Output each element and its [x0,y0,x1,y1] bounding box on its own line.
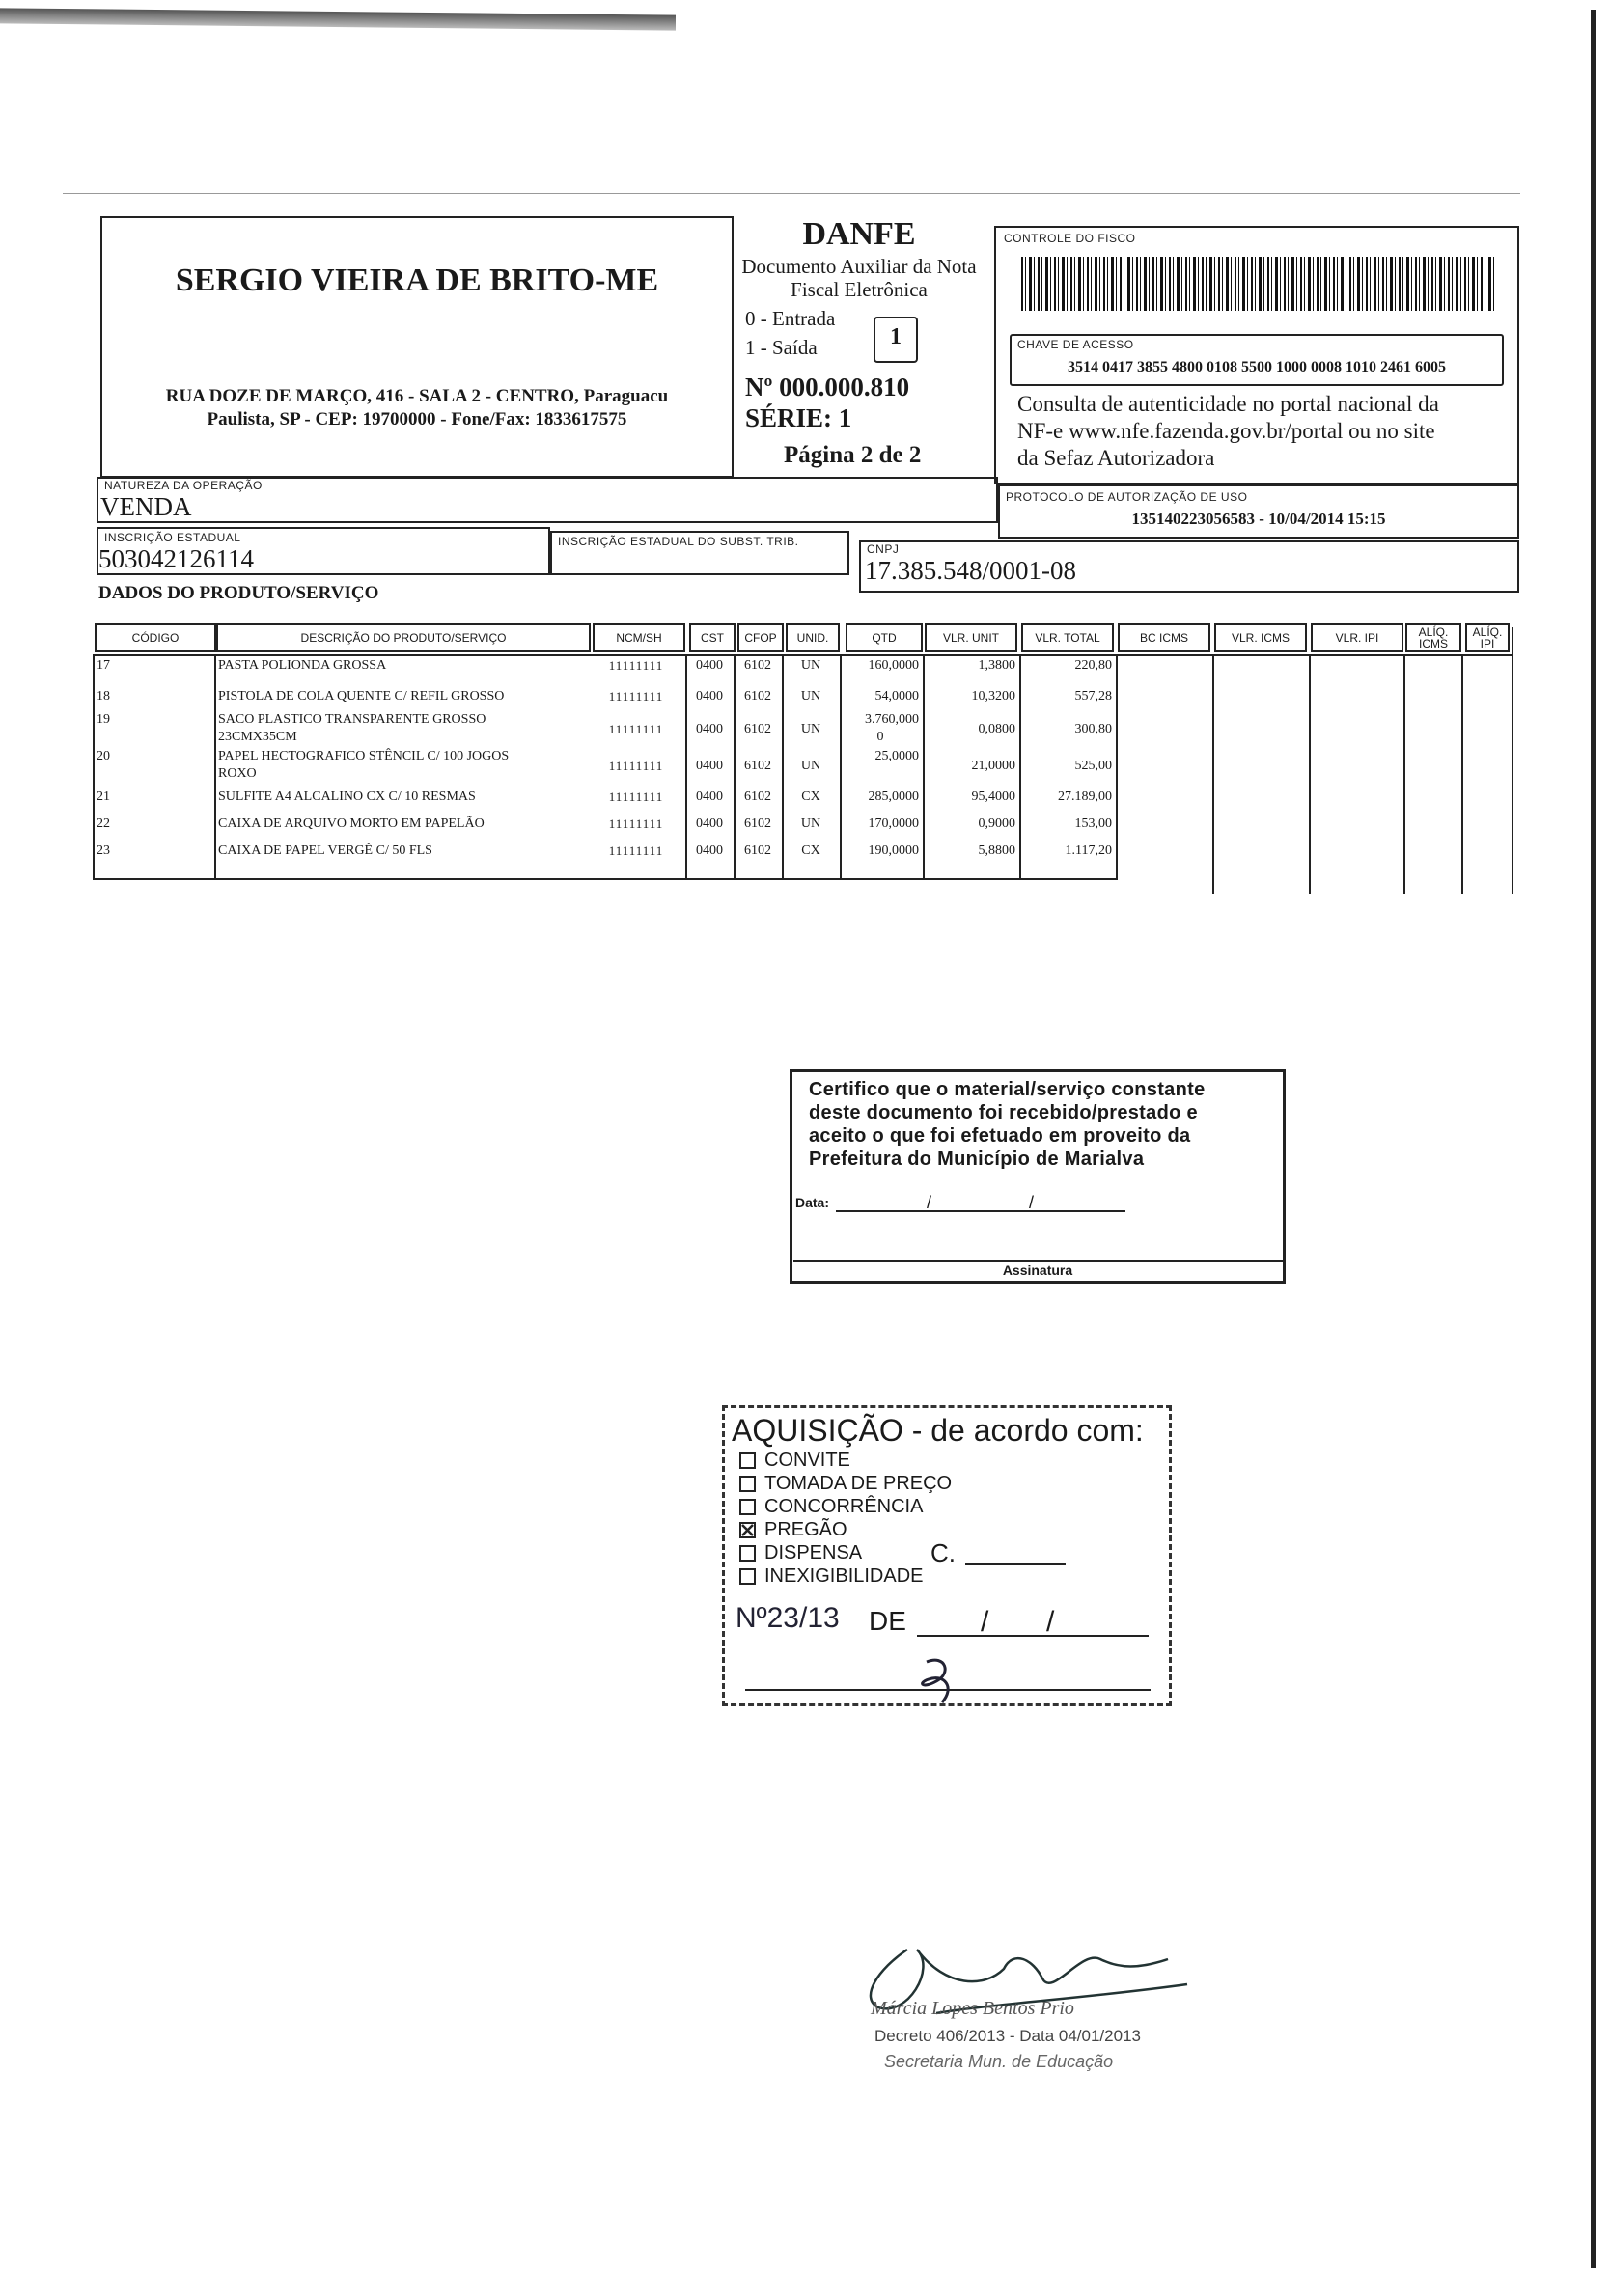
table-bottom-rule [93,878,1118,880]
natureza-label: NATUREZA DA OPERAÇÃO [104,479,263,492]
ie-subst-label: INSCRIÇÃO ESTADUAL DO SUBST. TRIB. [558,535,799,548]
cell-codigo: 18 [97,689,110,704]
cell-vunit: 0,0800 [978,722,1015,736]
cell-ncm: 11111111 [608,658,664,673]
ie-label: INSCRIÇÃO ESTADUAL [104,531,241,544]
cell-cfop: 6102 [744,658,771,673]
emitter-name: SERGIO VIEIRA DE BRITO-ME [175,263,659,298]
cell-cst: 0400 [696,816,723,831]
col-rule [1309,654,1311,894]
consulta-2: NF-e www.nfe.fazenda.gov.br/portal ou no site [1017,419,1435,443]
cell-cst: 0400 [696,689,723,704]
checkbox [739,1499,756,1515]
scan-edge-top [0,8,676,30]
cell-codigo: 22 [97,816,110,831]
aquisicao-option-label: INEXIGIBILIDADE [764,1565,924,1587]
cell-unid: CX [801,789,820,804]
col-rule [1403,654,1405,894]
cell-qtd1: 3.760,000 [865,712,919,727]
consulta-3: da Sefaz Autorizadora [1017,446,1215,470]
col-rule [1212,654,1214,894]
cell-desc1: SACO PLASTICO TRANSPARENTE GROSSO [218,712,486,727]
certificado-data-label: Data: [795,1195,830,1210]
danfe-entrada: 0 - Entrada [745,307,836,330]
th-bcicms: BC ICMS [1118,623,1210,652]
th-qtd: QTD [846,623,923,652]
cell-ncm: 11111111 [608,816,664,831]
ie-value: 503042126114 [98,544,254,573]
th-cfop: CFOP [737,623,784,652]
cell-vtotal: 300,80 [1074,722,1112,736]
top-rule [63,193,1520,194]
col-rule [214,654,216,878]
cell-vunit: 10,3200 [971,689,1015,704]
cell-unid: CX [801,844,820,858]
col-rule [1512,627,1513,894]
certificado-data-slash-2: / [1029,1193,1035,1212]
natureza-value: VENDA [100,492,192,521]
cell-ncm: 11111111 [608,844,664,858]
aquisicao-scribble [898,1654,975,1708]
cell-qtd1: 25,0000 [874,749,919,763]
cell-codigo: 17 [97,658,110,673]
aquisicao-numero: Nº23/13 [736,1602,840,1634]
cell-ncm: 11111111 [608,759,664,773]
barcode [1021,257,1494,311]
cell-qtd2: 0 [876,730,884,744]
cell-qtd1: 285,0000 [868,789,919,804]
cell-unid: UN [800,816,821,831]
aquisicao-option-label: CONCORRÊNCIA [764,1496,924,1517]
certificado-assinatura: Assinatura [1002,1262,1073,1278]
th-aliq-ipi: ALÍQ. IPI [1465,623,1510,652]
th-descricao: DESCRIÇÃO DO PRODUTO/SERVIÇO [216,623,591,652]
cell-vtotal: 27.189,00 [1058,789,1112,804]
col-rule [1116,654,1118,878]
th-vicms: VLR. ICMS [1214,623,1307,652]
th-ncm: NCM/SH [593,623,685,652]
cell-ncm: 11111111 [608,789,664,804]
certificado-line-3: aceito o que foi efetuado em proveito da [809,1125,1191,1147]
cell-qtd1: 54,0000 [874,689,919,704]
signature-decreto: Decreto 406/2013 - Data 04/01/2013 [874,2027,1141,2045]
aquisicao-option-label: TOMADA DE PREÇO [764,1473,953,1494]
danfe-serie: SÉRIE: 1 [745,403,852,432]
chave-value: 3514 0417 3855 4800 0108 5500 1000 0008 1010 2461 6005 [1068,359,1446,375]
cell-unid: UN [800,722,821,736]
consulta-1: Consulta de autenticidade no portal nacional da [1017,392,1439,416]
danfe-tipo: 1 [890,324,902,349]
cell-unid: UN [800,759,821,773]
danfe-title: DANFE [802,216,916,252]
cell-vtotal: 525,00 [1074,759,1112,773]
cell-unid: UN [800,689,821,704]
aquisicao-title: AQUISIÇÃO - de acordo com: [732,1413,1144,1448]
cell-vtotal: 153,00 [1074,816,1112,831]
emitter-address-1: RUA DOZE DE MARÇO, 416 - SALA 2 - CENTRO, Paraguacu [165,386,669,406]
cell-unid: UN [800,658,821,673]
th-cst: CST [689,623,736,652]
cell-ncm: 11111111 [608,722,664,736]
cell-vtotal: 1.117,20 [1065,844,1112,858]
cell-desc1: SULFITE A4 ALCALINO CX C/ 10 RESMAS [218,789,476,804]
aquisicao-c-label: C. [930,1538,956,1567]
aquisicao-option-label: DISPENSA [764,1542,863,1563]
cell-desc1: CAIXA DE ARQUIVO MORTO EM PAPELÃO [218,816,485,831]
danfe-saida: 1 - Saída [745,336,818,359]
aquisicao-de-label: DE [869,1606,906,1636]
emitter-box [100,216,734,478]
certificado-line-1: Certifico que o material/serviço constante [809,1079,1206,1100]
danfe-numero: Nº 000.000.810 [745,373,910,401]
table-header-rule [93,654,1513,656]
th-aliq-icms: ALÍQ. ICMS [1405,623,1461,652]
check-mark-icon [741,1524,754,1536]
chave-label: CHAVE DE ACESSO [1017,338,1134,351]
cell-ncm: 11111111 [608,689,664,704]
certificado-line-2: deste documento foi recebido/prestado e [809,1102,1198,1123]
danfe-subtitle-1: Documento Auxiliar da Nota [741,255,977,278]
aquisicao-date-slash-2: / [1046,1606,1055,1638]
th-codigo: CÓDIGO [95,623,216,652]
col-rule [1461,654,1463,894]
cell-cfop: 6102 [744,789,771,804]
th-vipi: VLR. IPI [1311,623,1403,652]
th-vunit: VLR. UNIT [925,623,1017,652]
aquisicao-option-label: CONVITE [764,1450,850,1471]
cell-codigo: 20 [97,749,110,763]
cell-codigo: 21 [97,789,110,804]
protocolo-value: 135140223056583 - 10/04/2014 15:15 [1131,510,1386,528]
cell-qtd1: 160,0000 [868,658,919,673]
certificado-data-slash-1: / [927,1193,932,1212]
cell-vunit: 95,4000 [971,789,1015,804]
cell-vunit: 21,0000 [971,759,1015,773]
cnpj-label: CNPJ [867,542,900,556]
cell-qtd1: 190,0000 [868,844,919,858]
controle-label: CONTROLE DO FISCO [1004,232,1136,245]
checkbox [739,1452,756,1469]
signature-cargo: Secretaria Mun. de Educação [884,2052,1114,2071]
cell-qtd1: 170,0000 [868,816,919,831]
cell-vunit: 0,9000 [978,816,1015,831]
cell-desc1: PAPEL HECTOGRAFICO STÊNCIL C/ 100 JOGOS [218,749,510,763]
cell-cst: 0400 [696,789,723,804]
cell-vtotal: 220,80 [1074,658,1112,673]
section-title: DADOS DO PRODUTO/SERVIÇO [98,583,379,603]
aquisicao-date-line [917,1635,1149,1637]
checkbox [739,1545,756,1562]
cell-desc2: 23CMX35CM [218,730,297,744]
cell-desc2: ROXO [218,766,257,781]
col-rule [93,654,95,878]
checkbox [739,1476,756,1492]
th-vtotal: VLR. TOTAL [1021,623,1114,652]
emitter-address-2: Paulista, SP - CEP: 19700000 - Fone/Fax: 1833617575 [207,409,627,429]
cell-cfop: 6102 [744,689,771,704]
signature-name: Márcia Lopes Bentos Prio [871,1998,1074,2019]
cnpj-value: 17.385.548/0001-08 [865,556,1076,585]
cell-desc1: PISTOLA DE COLA QUENTE C/ REFIL GROSSO [218,689,505,704]
checkbox [739,1568,756,1585]
cell-vunit: 5,8800 [978,844,1015,858]
cell-vunit: 1,3800 [978,658,1015,673]
cell-cst: 0400 [696,759,723,773]
th-unid: UNID. [786,623,840,652]
aquisicao-date-slash-1: / [981,1606,989,1638]
aquisicao-option-label: PREGÃO [764,1519,847,1540]
danfe-pagina: Página 2 de 2 [784,442,922,468]
cell-cst: 0400 [696,844,723,858]
certificado-line-4: Prefeitura do Município de Marialva [809,1148,1145,1170]
checked-checkbox [739,1522,756,1538]
certificado-data-line [836,1210,1125,1212]
aquisicao-c-line [965,1563,1066,1565]
cell-cst: 0400 [696,722,723,736]
danfe-subtitle-2: Fiscal Eletrônica [791,278,928,301]
protocolo-label: PROTOCOLO DE AUTORIZAÇÃO DE USO [1006,490,1248,504]
cell-cfop: 6102 [744,844,771,858]
cell-cfop: 6102 [744,759,771,773]
cell-cfop: 6102 [744,816,771,831]
cell-codigo: 23 [97,844,110,858]
cell-desc1: PASTA POLIONDA GROSSA [218,658,387,673]
scan-edge-right [1591,10,1596,2268]
cell-desc1: CAIXA DE PAPEL VERGÊ C/ 50 FLS [218,844,432,858]
cell-vtotal: 557,28 [1074,689,1112,704]
cell-codigo: 19 [97,712,110,727]
cell-cst: 0400 [696,658,723,673]
cell-cfop: 6102 [744,722,771,736]
